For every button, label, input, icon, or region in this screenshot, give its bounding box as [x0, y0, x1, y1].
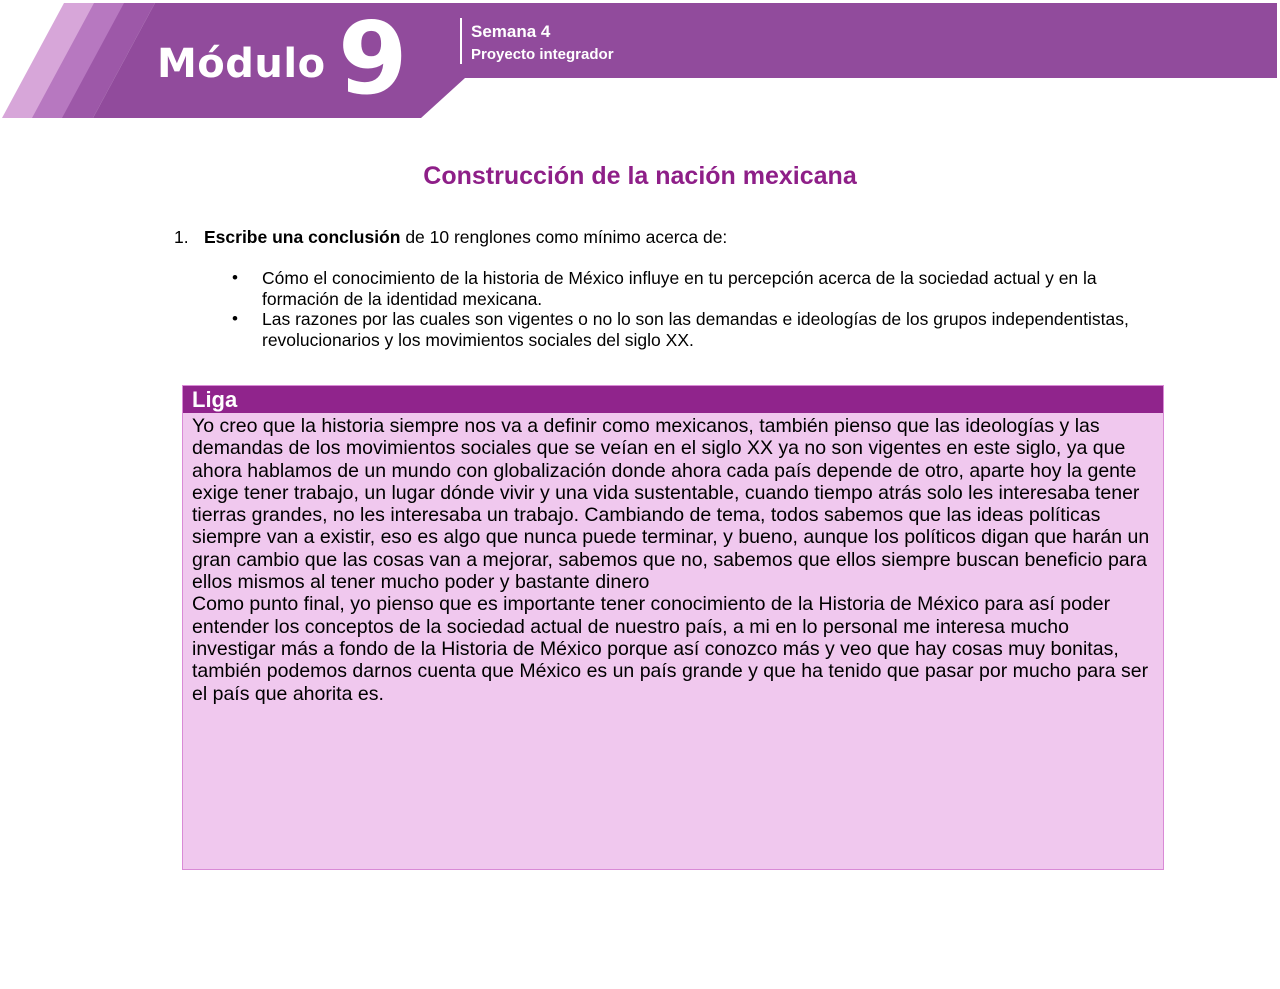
- instruction-bold-text: Escribe una conclusión: [204, 227, 401, 247]
- bullet-item: [232, 309, 1152, 350]
- project-label: Proyecto integrador: [471, 46, 614, 63]
- answer-box: [182, 385, 1164, 870]
- instruction-item: [174, 226, 1154, 248]
- answer-paragraph: Como punto final, yo pienso que es importante tener conocimiento de la Historia de México para así poder entender los conceptos de la sociedad actual de nuestro país, a mi en lo personal me interesa mucho investigar más a fondo de la Historia de México porque así conozco más y veo que hay cosas muy bonitas, también podemos darnos cuenta que México es un país grande y que ha tenido que pasar por mucho para ser el país que ahorita es.: [192, 593, 1149, 705]
- answer-box-heading: Liga: [183, 386, 1163, 413]
- header-divider: [460, 18, 462, 64]
- bullet-item: [232, 268, 1152, 309]
- answer-paragraph: Yo creo que la historia siempre nos va a definir como mexicanos, también pienso que las ideologías y las demandas de los movimientos sociales que se veían en el siglo XX ya no son vigentes en este siglo, ya que ahora hablamos de un mundo con globalización donde ahora cada país depende de otro, aparte hoy la gente exige tener trabajo, un lugar dónde vivir y una vida sustentable, cuando tiempo atrás solo les interesaba tener tierras grandes, no les interesaba un trabajo. Cambiando de tema, todos sabemos que las ideas políticas siempre van a existir, eso es algo que nunca puede terminar, y bueno, aunque los políticos digan que harán un gran cambio que las cosas van a mejorar, sabemos que no, sabemos que ellos siempre buscan beneficio para ellos mismos al tener mucho poder y bastante dinero: [192, 415, 1150, 594]
- instruction-bullet-list: [232, 268, 1152, 350]
- bullet-icon: •: [232, 268, 238, 287]
- instruction-text: de 10 renglones como mínimo acerca de:: [400, 227, 728, 247]
- bullet-icon: •: [232, 309, 238, 328]
- instruction-number: 1.: [174, 227, 189, 247]
- module-label: Módulo: [157, 41, 326, 87]
- bullet-text: Cómo el conocimiento de la historia de México influye en tu percepción acerca de la sociedad actual y en la formación de la identidad mexicana.: [262, 268, 1097, 309]
- bullet-text: Las razones por las cuales son vigentes o no lo son las demandas e ideologías de los grupos independentistas, revolucionarios y los movimientos sociales del siglo XX.: [262, 309, 1129, 350]
- document-title: Construcción de la nación mexicana: [423, 162, 857, 190]
- answer-box-body[interactable]: [183, 413, 1163, 705]
- week-label: Semana 4: [471, 22, 551, 41]
- module-number: 9: [338, 0, 408, 117]
